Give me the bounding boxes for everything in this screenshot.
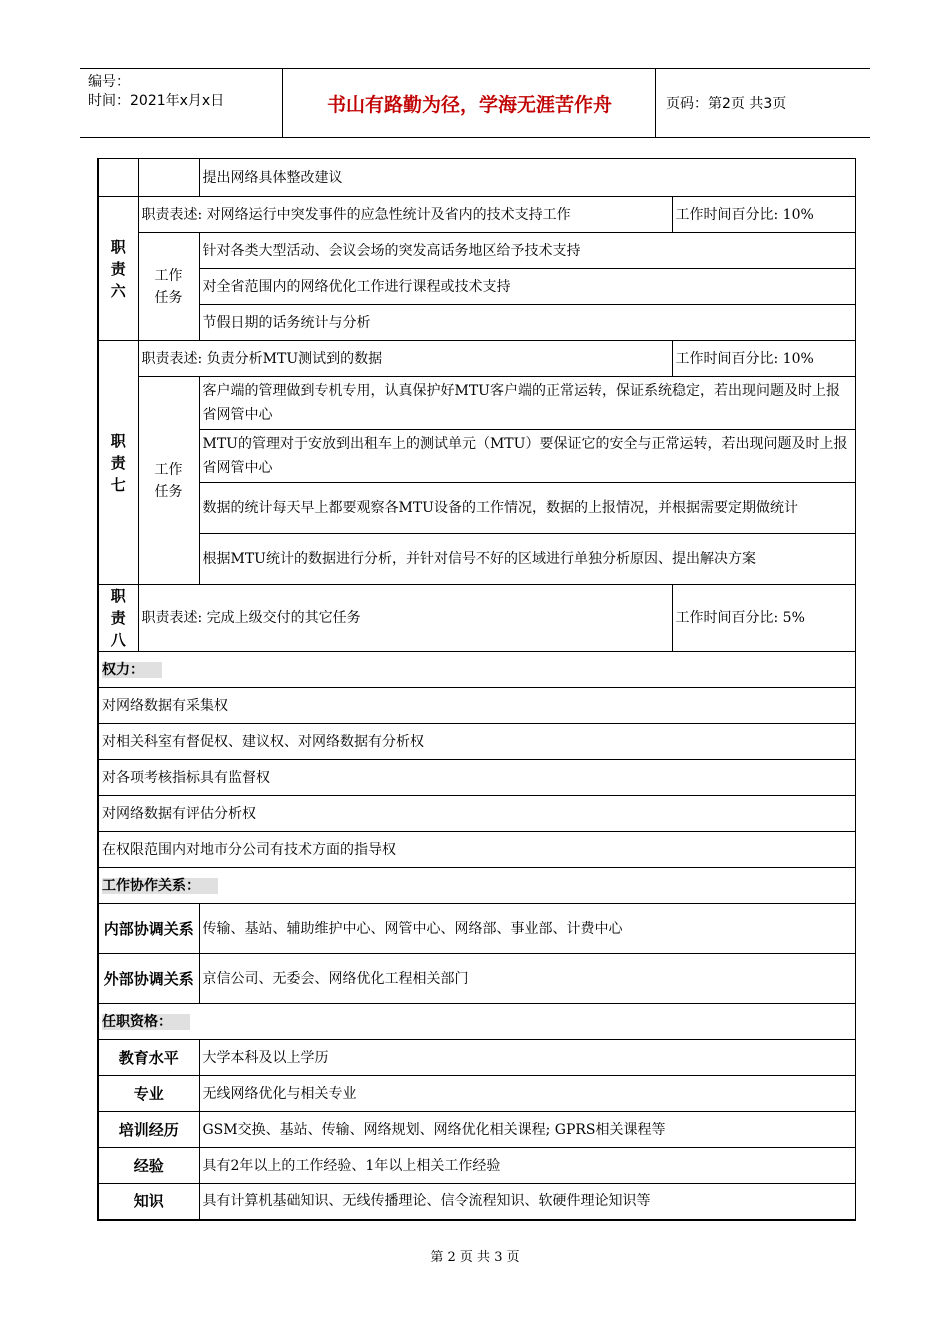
- header-page: 页码：第2页 共3页: [666, 96, 787, 112]
- duty6-task-1: 针对各类大型活动、会议会场的突发高话务地区给予技术支持: [199, 233, 855, 269]
- duty7-percent: 工作时间百分比: 10%: [672, 341, 855, 377]
- duty7-label: 职责七: [98, 341, 138, 585]
- relations-title: 工作协作关系：: [102, 878, 218, 894]
- qual-value: 具有2年以上的工作经验、1年以上相关工作经验: [199, 1148, 855, 1184]
- page-footer: 第 2 页 共 3 页: [430, 1250, 520, 1265]
- power-item: 对网络数据有评估分析权: [98, 796, 855, 832]
- duty7-task-2: MTU的管理对于安放到出租车上的测试单元（MTU）要保证它的安全与正常运转，若出现问题及时上报省网管中心: [199, 430, 855, 483]
- qual-value: 无线网络优化与相关专业: [199, 1076, 855, 1112]
- power-item: 在权限范围内对地市分公司有技术方面的指导权: [98, 832, 855, 868]
- duty7-desc: 职责表述: 负责分析MTU测试到的数据: [138, 341, 672, 377]
- external-relation-value: 京信公司、无委会、网络优化工程相关部门: [199, 954, 855, 1004]
- duty8-label: 职责八: [98, 585, 138, 652]
- qual-label: 知识: [98, 1184, 199, 1220]
- power-item: 对相关科室有督促权、建议权、对网络数据有分析权: [98, 724, 855, 760]
- qual-value: 具有计算机基础知识、无线传播理论、信令流程知识、软硬件理论知识等: [199, 1184, 855, 1220]
- header-motto: 书山有路勤为径，学海无涯苦作舟: [284, 69, 656, 137]
- qualifications-title: 任职资格：: [102, 1014, 190, 1030]
- external-relation-label: 外部协调关系: [98, 954, 199, 1004]
- page-header: [80, 68, 870, 138]
- duty7-task-1: 客户端的管理做到专机专用，认真保护好MTU客户端的正常运转，保证系统稳定，若出现问题及时上报省网管中心: [199, 377, 855, 430]
- internal-relation-label: 内部协调关系: [98, 904, 199, 954]
- power-item: 对各项考核指标具有监督权: [98, 760, 855, 796]
- prev-task: 提出网络具体整改建议: [199, 159, 855, 197]
- header-time: 时间：2021年x月x日: [88, 93, 225, 109]
- duty6-percent: 工作时间百分比: 10%: [672, 197, 855, 233]
- duty6-task-label: 工作任务: [138, 233, 199, 341]
- duty6-task-3: 节假日期的话务统计与分析: [199, 305, 855, 341]
- qual-label: 专业: [98, 1076, 199, 1112]
- duty6-task-2: 对全省范围内的网络优化工作进行课程或技术支持: [199, 269, 855, 305]
- duty6-desc: 职责表述: 对网络运行中突发事件的应急性统计及省内的技术支持工作: [138, 197, 672, 233]
- qual-value: 大学本科及以上学历: [199, 1040, 855, 1076]
- duty6-label: 职责六: [98, 197, 138, 341]
- job-description-table: [97, 158, 856, 1221]
- qual-label: 经验: [98, 1148, 199, 1184]
- qual-label: 教育水平: [98, 1040, 199, 1076]
- qual-label: 培训经历: [98, 1112, 199, 1148]
- header-number: 编号：: [88, 74, 130, 90]
- qual-value: GSM交换、基站、传输、网络规划、网络优化相关课程; GPRS相关课程等: [199, 1112, 855, 1148]
- duty8-percent: 工作时间百分比: 5%: [672, 585, 855, 652]
- powers-title: 权力：: [102, 662, 162, 678]
- duty7-task-4: 根据MTU统计的数据进行分析，并针对信号不好的区域进行单独分析原因、提出解决方案: [199, 534, 855, 585]
- header-meta: [80, 69, 283, 137]
- internal-relation-value: 传输、基站、辅助维护中心、网管中心、网络部、事业部、计费中心: [199, 904, 855, 954]
- duty7-task-label: 工作任务: [138, 377, 199, 585]
- duty7-task-3: 数据的统计每天早上都要观察各MTU设备的工作情况，数据的上报情况，并根据需要定期做统计: [199, 483, 855, 534]
- duty8-desc: 职责表述: 完成上级交付的其它任务: [138, 585, 672, 652]
- power-item: 对网络数据有采集权: [98, 688, 855, 724]
